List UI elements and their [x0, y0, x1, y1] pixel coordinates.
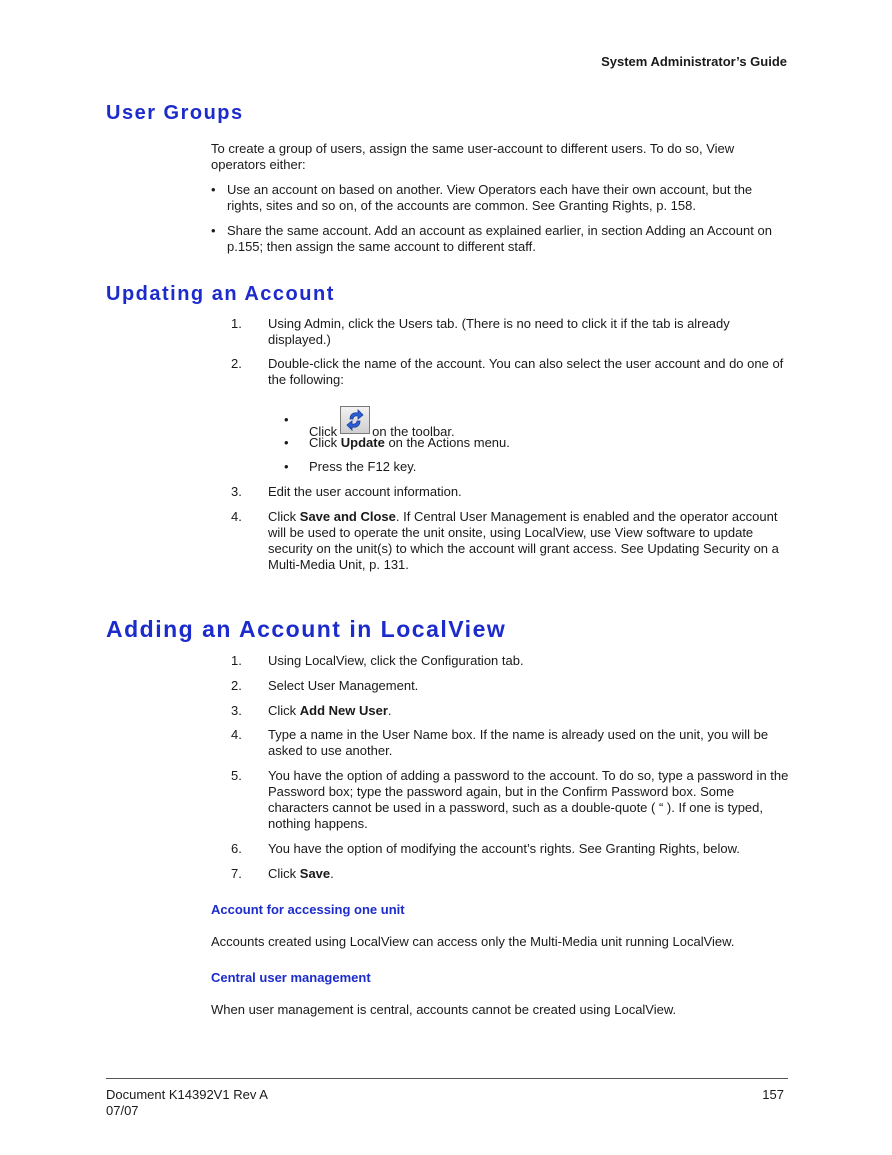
sub-text-bold: Update [340, 435, 385, 450]
sub-text-post: on the toolbar. [372, 424, 455, 439]
subheading-central-management: Central user management [211, 970, 371, 985]
step-number: 5. [231, 768, 242, 783]
bullet-marker: • [211, 182, 216, 197]
heading-user-groups: User Groups [106, 102, 244, 124]
list-item [231, 841, 791, 857]
step-text: Type a name in the User Name box. If the name is already used on the unit, you will be asked to use another. [268, 727, 769, 758]
step-number: 2. [231, 356, 242, 371]
footer-date: 07/07 [106, 1103, 139, 1118]
step-number: 1. [231, 316, 242, 331]
paragraph-one-unit: Accounts created using LocalView can access only the Multi-Media unit running LocalView. [211, 934, 735, 949]
bullet-marker: • [284, 435, 289, 450]
list-item [211, 182, 791, 214]
step-text: Using Admin, click the Users tab. (There is no need to click it if the tab is already displayed.) [268, 316, 730, 347]
list-item [231, 866, 791, 882]
list-item [231, 316, 791, 348]
step-text: Double-click the name of the account. You can also select the user account and do one of the following: [268, 356, 784, 387]
step-text: Using LocalView, click the Configuration tab. [268, 653, 524, 668]
step-text-pre: Click [268, 703, 300, 718]
list-item [231, 703, 791, 719]
step-number: 4. [231, 509, 242, 524]
bullet-marker: • [284, 412, 289, 427]
step-number: 2. [231, 678, 242, 693]
footer-doc-info [106, 1087, 268, 1119]
list-item [231, 678, 791, 694]
user-groups-intro: To create a group of users, assign the same user-account to different users. To do so, View operators either: [211, 141, 735, 172]
step-text: You have the option of modifying the account’s rights. See Granting Rights, below. [268, 841, 740, 856]
footer-doc-id: Document K14392V1 Rev A [106, 1087, 268, 1102]
paragraph-central-management: When user management is central, accounts cannot be created using LocalView. [211, 1002, 677, 1017]
step-number: 3. [231, 484, 242, 499]
list-item [231, 484, 791, 500]
step-number: 7. [231, 866, 242, 881]
list-item [211, 223, 791, 255]
step-text-bold: Save and Close [299, 509, 396, 524]
step-text-post: . [387, 703, 392, 718]
sub-text-pre: Click [309, 435, 341, 450]
step-number: 1. [231, 653, 242, 668]
update-toolbar-icon[interactable] [340, 406, 370, 434]
step-text-pre: Click [268, 509, 300, 524]
bullet-marker: • [284, 459, 289, 474]
footer-divider [106, 1078, 788, 1079]
bullet-marker: • [211, 223, 216, 238]
list-item [231, 768, 791, 832]
sub-text-post: on the Actions menu. [384, 435, 510, 450]
bullet-text: Use an account on based on another. View Operators each have their own account, but the rights, sites and so on, of the accounts are common. See Granting Rights, p. 158. [227, 182, 753, 213]
step-text-bold: Save [299, 866, 331, 881]
bullet-text: Share the same account. Add an account as explained earlier, in section Adding an Account on p.155; then assign the same account to different staff. [227, 223, 772, 254]
step-text-bold: Add New User [299, 703, 388, 718]
list-item [284, 435, 784, 451]
step-text: Edit the user account information. [268, 484, 462, 499]
refresh-arrows-icon [341, 407, 369, 433]
list-item [231, 356, 791, 388]
sub-text-pre: Click [309, 424, 338, 439]
step-number: 3. [231, 703, 242, 718]
step-text: Select User Management. [268, 678, 419, 693]
step-text: You have the option of adding a password to the account. To do so, type a password in the Password box; type the password again, but in the Confirm Password box. Some characters cannot be used in a password, such as a double-quote ( “ ). If one is typed, nothing happens. [268, 768, 789, 831]
list-item [231, 653, 791, 669]
sub-text: Press the F12 key. [309, 459, 417, 474]
heading-updating-account: Updating an Account [106, 283, 335, 305]
list-item [231, 509, 791, 573]
step-text-post: . If Central User Management is enabled and the operator account will be used to operate the unit onsite, using LocalView, use View software to update security on the unit(s) to which the account will grant access. See Updating Security on a Multi-Media Unit, p. 131. [268, 509, 779, 572]
running-header: System Administrator’s Guide [601, 54, 787, 69]
step-number: 4. [231, 727, 242, 742]
step-text-post: . [330, 866, 334, 881]
list-item [284, 459, 784, 475]
step-number: 6. [231, 841, 242, 856]
heading-adding-account-localview: Adding an Account in LocalView [106, 616, 507, 642]
step-text-pre: Click [268, 866, 300, 881]
subheading-one-unit: Account for accessing one unit [211, 902, 405, 917]
page-number: 157 [762, 1087, 784, 1102]
list-item [231, 727, 791, 759]
